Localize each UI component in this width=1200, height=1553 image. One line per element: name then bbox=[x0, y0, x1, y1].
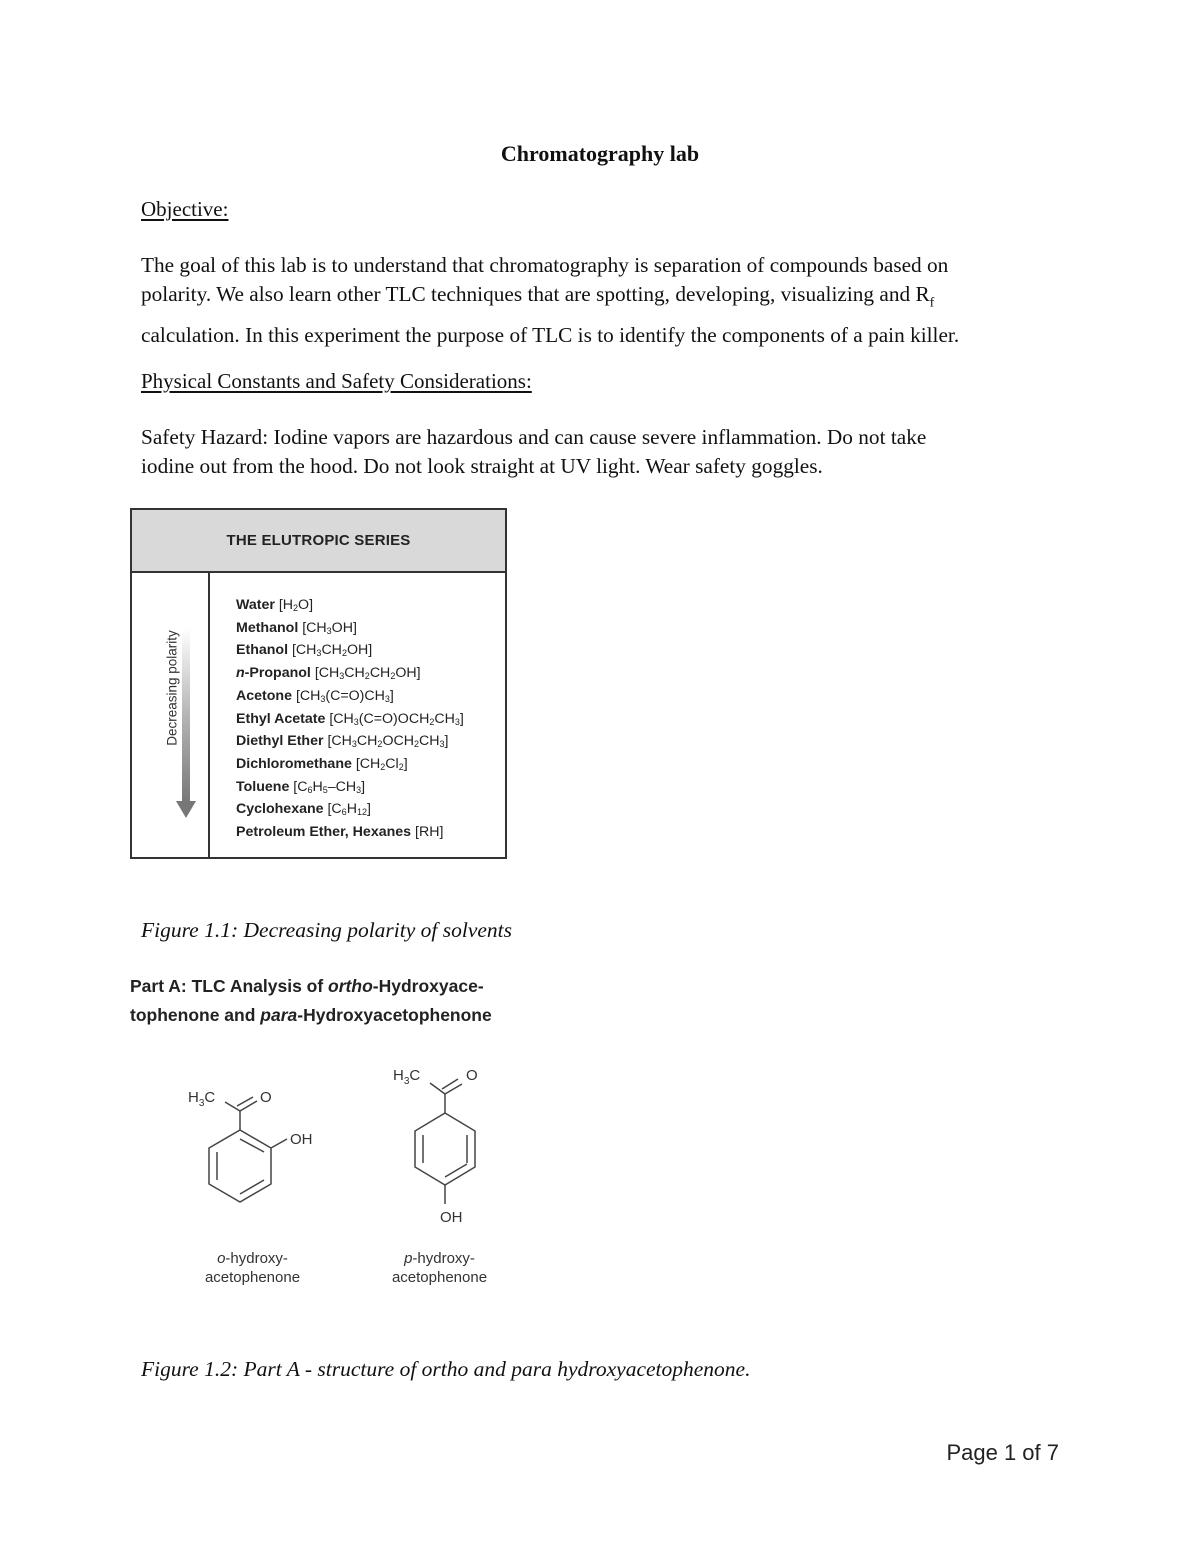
para-methyl-label: $H_3C$ bbox=[393, 1067, 421, 1087]
page-title: Chromatography lab bbox=[500, 141, 700, 166]
safety-line-1: Safety Hazard: Iodine vapors are hazardous and can cause severe inflammation. Do not take bbox=[141, 425, 927, 449]
solvent-name: n-Propanol bbox=[236, 665, 311, 682]
solvent-row bbox=[236, 821, 464, 844]
safety-paragraph bbox=[141, 423, 1071, 481]
solvent-row bbox=[236, 639, 464, 662]
solvent-row bbox=[236, 662, 464, 685]
decreasing-polarity-label: Decreasing polarity bbox=[164, 630, 180, 746]
solvent-row bbox=[236, 594, 464, 617]
solvent-name: Acetone bbox=[236, 687, 292, 704]
para-hydroxyacetophenone-structure bbox=[385, 1058, 505, 1228]
ortho-name-line-1-text: -hydroxy- bbox=[225, 1250, 288, 1267]
solvent-row bbox=[236, 798, 464, 821]
safety-line-2: iodine out from the hood. Do not look straight at UV light. Wear safety goggles. bbox=[141, 454, 823, 478]
part-a-line-1-suffix: -Hydroxyace- bbox=[372, 976, 484, 996]
part-a-line-1 bbox=[130, 972, 492, 1001]
solvent-formula: $[CH_3(C=O)OCH_2CH_3]$ bbox=[329, 710, 464, 727]
solvent-name: Cyclohexane bbox=[236, 801, 324, 818]
solvent-name: Toluene bbox=[236, 778, 290, 795]
solvent-list bbox=[236, 594, 464, 844]
objective-line-3: calculation. In this experiment the purpose of TLC is to identify the components of a pain killer. bbox=[141, 323, 960, 348]
page-number: Page 1 of 7 bbox=[946, 1440, 1059, 1465]
solvent-formula: $[CH_3CH_2OCH_2CH_3]$ bbox=[327, 733, 449, 750]
para-oxygen-label: O bbox=[466, 1067, 478, 1084]
objective-heading: Objective: bbox=[141, 197, 229, 221]
solvent-name: Ethanol bbox=[236, 642, 289, 659]
part-a-heading bbox=[130, 972, 492, 1030]
objective-line-1: The goal of this lab is to understand that chromatography is separation of compounds based on bbox=[141, 253, 949, 277]
para-name-line-1 bbox=[377, 1249, 502, 1268]
solvent-name: Diethyl Ether bbox=[236, 733, 324, 750]
solvent-name: Ethyl Acetate bbox=[236, 710, 326, 727]
rf-subscript: f bbox=[929, 295, 935, 311]
objective-line-2-text: polarity. We also learn other TLC techniques that are spotting, developing, visualizing and R bbox=[141, 282, 930, 306]
para-name-line-1-text: -hydroxy- bbox=[412, 1250, 475, 1267]
solvent-row bbox=[236, 753, 464, 776]
para-hydroxyl-label: OH bbox=[440, 1209, 463, 1226]
para-name-line-2: acetophenone bbox=[391, 1269, 488, 1286]
solvent-formula: $[C_6H_{12}]$ bbox=[327, 801, 371, 818]
para-prefix: p bbox=[404, 1250, 413, 1267]
part-a-line-2-suffix: -Hydroxyacetophenone bbox=[297, 1005, 492, 1025]
figure-2-caption: Figure 1.2: Part A - structure of ortho and para hydroxyacetophenone. bbox=[141, 1357, 751, 1381]
objective-paragraph bbox=[141, 251, 1071, 350]
elutropic-series-table bbox=[130, 508, 507, 859]
solvent-row bbox=[236, 685, 464, 708]
solvent-formula: $[H_2O]$ bbox=[278, 597, 314, 613]
solvent-name: Dichloromethane bbox=[236, 755, 352, 772]
decreasing-arrow-icon bbox=[176, 628, 200, 823]
solvent-row bbox=[236, 730, 464, 753]
ortho-name-line-2: acetophenone bbox=[204, 1269, 301, 1286]
solvent-formula: [RH] bbox=[415, 824, 444, 841]
solvent-formula: $[CH_3(C=O)CH_3]$ bbox=[295, 687, 394, 704]
solvent-formula: $[C_6H_5-CH_3]$ bbox=[293, 778, 366, 795]
para-name bbox=[377, 1249, 502, 1287]
part-a-para: para bbox=[260, 1005, 298, 1025]
ortho-name bbox=[190, 1249, 315, 1287]
figure-1-caption: Figure 1.1: Decreasing polarity of solvents bbox=[141, 918, 513, 942]
solvent-formula: $[CH_3CH_2OH]$ bbox=[291, 642, 373, 659]
ortho-hydroxyl-label: OH bbox=[290, 1131, 313, 1148]
solvent-formula: $[CH_2Cl_2]$ bbox=[355, 755, 408, 772]
solvent-row bbox=[236, 708, 464, 731]
part-a-line-2 bbox=[130, 1001, 492, 1030]
polarity-column bbox=[132, 573, 210, 859]
ortho-methyl-text: H bbox=[188, 1089, 199, 1106]
part-a-line-1-prefix: Part A: TLC Analysis of bbox=[130, 976, 329, 996]
solvent-formula: $[CH_3OH]$ bbox=[302, 619, 357, 636]
safety-heading: Physical Constants and Safety Considerations: bbox=[141, 369, 532, 393]
ortho-hydroxyacetophenone-structure bbox=[180, 1080, 340, 1210]
solvent-name: Methanol bbox=[236, 619, 299, 636]
ortho-name-line-1 bbox=[190, 1249, 315, 1268]
part-a-ortho: ortho bbox=[328, 976, 373, 996]
para-methyl-text: H bbox=[393, 1067, 404, 1084]
solvent-name: Petroleum Ether, Hexanes bbox=[236, 824, 412, 841]
solvent-row bbox=[236, 776, 464, 799]
solvent-row bbox=[236, 617, 464, 640]
solvent-formula: $[CH_3CH_2CH_2OH]$ bbox=[314, 665, 421, 682]
solvent-name: Water bbox=[236, 597, 275, 613]
ortho-methyl-label: $H_3C$ bbox=[188, 1089, 216, 1109]
ortho-prefix: o bbox=[217, 1250, 226, 1267]
elutropic-header: THE ELUTROPIC SERIES bbox=[132, 510, 505, 573]
objective-line-2 bbox=[141, 280, 1071, 317]
part-a-line-2-prefix: tophenone and bbox=[130, 1005, 261, 1025]
ortho-oxygen-label: O bbox=[260, 1089, 272, 1106]
